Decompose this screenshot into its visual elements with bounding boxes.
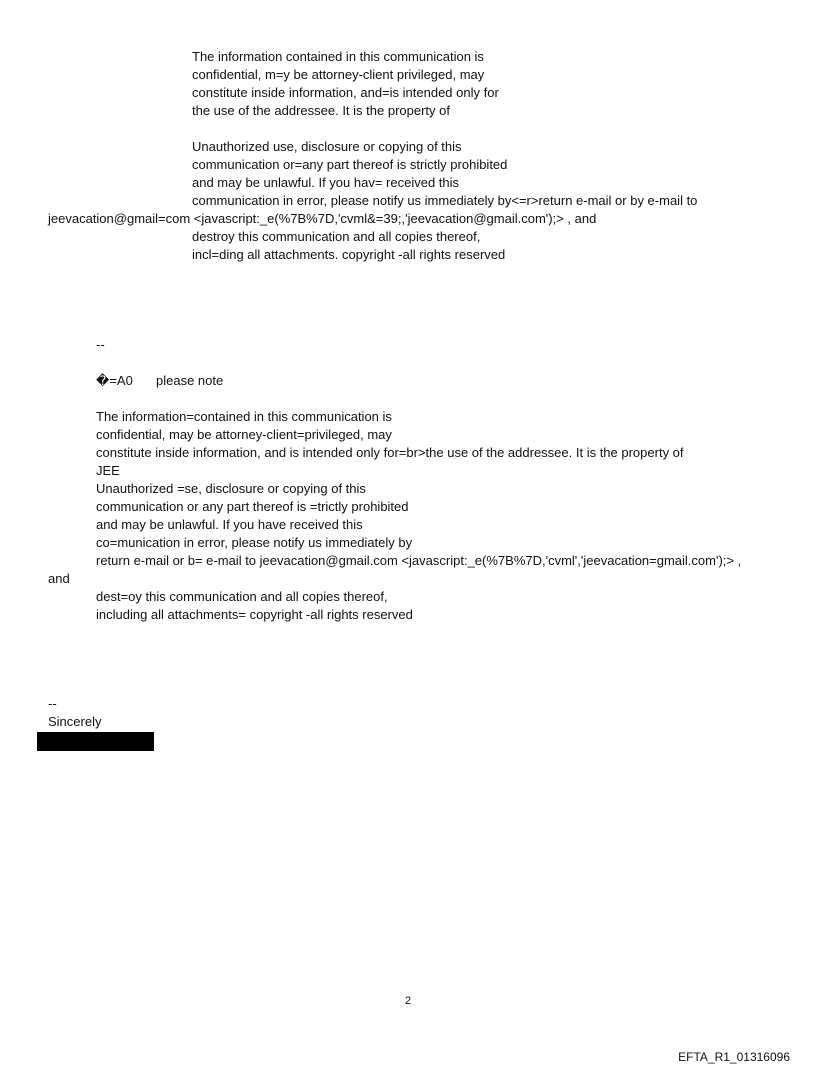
disclaimer-1-line-7: and may be unlawful. If you hav= received this [192, 175, 460, 190]
disclaimer-1-line-11: incl=ding all attachments. copyright -all rights reserved [192, 247, 506, 262]
disclaimer-2-line-4: JEE [96, 463, 120, 478]
disclaimer-1-line-10: destroy this communication and all copies thereof, [192, 229, 481, 244]
redaction-bar [37, 732, 154, 751]
disclaimer-1-line-8: communication in error, please notify us immediately by<=r>return e-mail or by e-mail to [192, 193, 698, 208]
page-number: 2 [404, 995, 412, 1007]
disclaimer-2-line-8: co=munication in error, please notify us immediately by [96, 535, 413, 550]
disclaimer-1-line-3: constitute inside information, and=is intended only for [192, 85, 499, 100]
note-prefix: �=A0 [96, 373, 133, 388]
disclaimer-2-line-3: constitute inside information, and is intended only for=br>the use of the addressee. It is the property of [96, 445, 684, 460]
disclaimer-2-line-11: dest=oy this communication and all copies thereof, [96, 589, 388, 604]
disclaimer-1-line-2: confidential, m=y be attorney-client privileged, may [192, 67, 485, 82]
disclaimer-2-line-9: return e-mail or b= e-mail to jeevacation@gmail.com <javascript:_e(%7B%7D,'cvml','jeevacation=gmail.com');> , [96, 553, 742, 568]
disclaimer-2-line-6: communication or any part thereof is =trictly prohibited [96, 499, 409, 514]
disclaimer-1-line-5: Unauthorized use, disclosure or copying of this [192, 139, 462, 154]
disclaimer-1-line-9: jeevacation@gmail=com <javascript:_e(%7B%7D,'cvml&=39;,'jeevacation@gmail.com');> , and [48, 211, 597, 226]
signature-dashes: -- [48, 696, 57, 711]
disclaimer-2-line-12: including all attachments= copyright -all rights reserved [96, 607, 413, 622]
disclaimer-1-line-6: communication or=any part thereof is strictly prohibited [192, 157, 508, 172]
disclaimer-1-line-1: The information contained in this communication is [192, 49, 484, 64]
separator-dashes: -- [96, 337, 105, 352]
document-id: EFTA_R1_01316096 [678, 1050, 790, 1064]
disclaimer-1-line-4: the use of the addressee. It is the property of [192, 103, 450, 118]
disclaimer-2-line-10: and [48, 571, 70, 586]
disclaimer-2-line-1: The information=contained in this communication is [96, 409, 392, 424]
disclaimer-2-line-2: confidential, may be attorney-client=privileged, may [96, 427, 392, 442]
disclaimer-2-line-7: and may be unlawful. If you have received this [96, 517, 363, 532]
note-text: please note [156, 373, 224, 388]
disclaimer-2-line-5: Unauthorized =se, disclosure or copying of this [96, 481, 366, 496]
signature-closing: Sincerely [48, 714, 102, 729]
